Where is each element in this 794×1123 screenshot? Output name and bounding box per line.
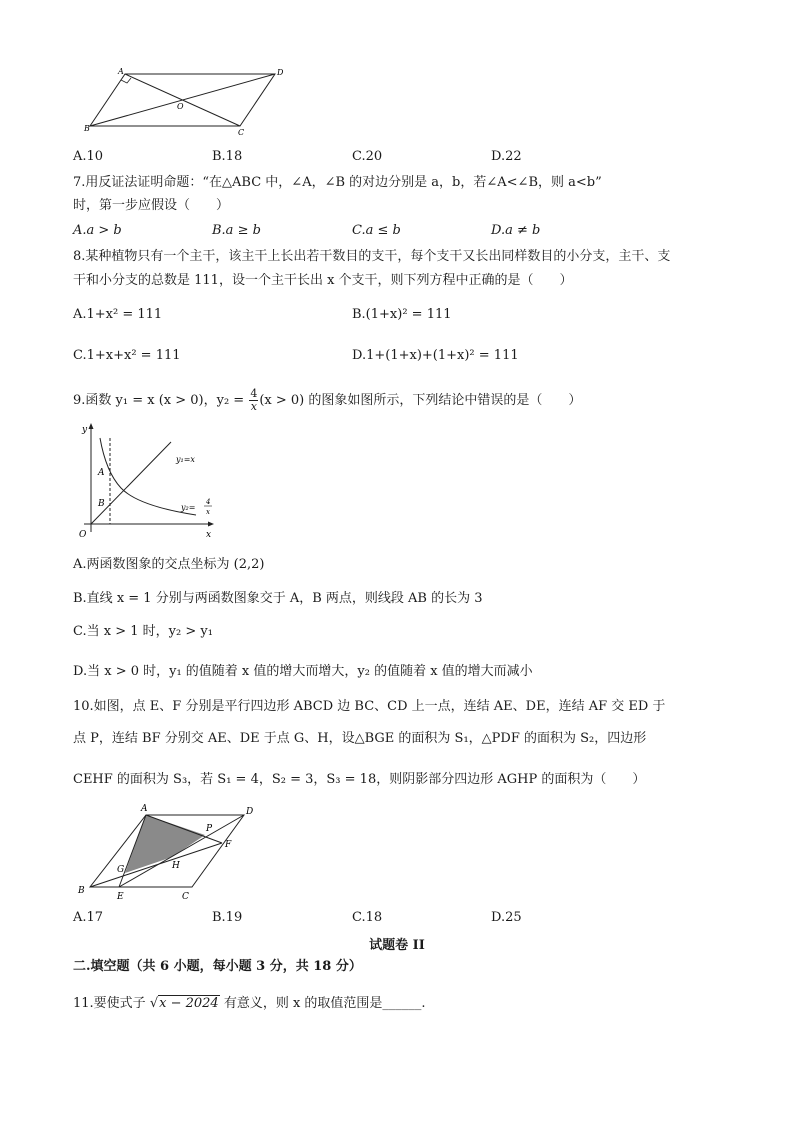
q7-option-a: A.a > b <box>73 223 122 238</box>
q10-option-a: A.17 <box>73 910 104 925</box>
q9-fraction <box>249 388 258 413</box>
q7-option-b: B.a ≥ b <box>212 223 261 238</box>
fig10-label-e: E <box>117 892 124 902</box>
label-c: C <box>238 128 245 137</box>
q8-option-b: B.(1+x)² = 111 <box>352 307 452 322</box>
label-d: D <box>277 68 284 77</box>
q9-option-b: B.直线 x = 1 分别与两函数图象交于 A，B 两点，则线段 AB 的长为 3 <box>73 591 483 606</box>
y-axis-arrow <box>89 423 94 429</box>
q7-stem-line2: 时，第一步应假设（ ） <box>73 198 230 213</box>
function-graph <box>76 420 221 542</box>
fig10-label-d: D <box>246 807 254 817</box>
fig10-label-h: H <box>172 861 180 871</box>
q7-option-d: D.a ≠ b <box>491 223 541 238</box>
q9-fraction-num: 4 <box>250 387 258 400</box>
q10-option-c: C.18 <box>352 910 383 925</box>
graph-label-y2-num: 4 <box>206 498 211 506</box>
right-angle-mark <box>121 78 131 83</box>
q10-stem-line3: CEHF 的面积为 S₃，若 S₁ = 4，S₂ = 3，S₃ = 18，则阴影部分四边形 AGHP 的面积为（ ） <box>73 772 646 787</box>
fig10-label-f: F <box>225 840 232 850</box>
diagonal-bd <box>90 74 275 126</box>
q9-stem-part1: 9.函数 y₁ = x (x > 0)，y₂ = <box>73 393 249 408</box>
q8-stem-line1: 8.某种植物只有一个主干，该主干上长出若干数目的支干，每个支干又长出同样数目的小分支，主干、支 <box>73 249 671 264</box>
section-title: 试题卷 II <box>369 938 425 953</box>
q8-option-c: C.1+x+x² = 111 <box>73 348 181 363</box>
q11-sqrt <box>150 995 220 1013</box>
q11-stem-part2: 有意义，则 x 的取值范围是______. <box>219 996 426 1011</box>
label-a: A <box>118 67 124 76</box>
line-y1 <box>91 442 171 524</box>
parallelogram-shaded-figure <box>74 800 264 905</box>
q6-option-a: A.10 <box>73 149 104 164</box>
label-b: B <box>84 124 90 133</box>
graph-label-y2: y₂= <box>181 503 196 512</box>
q7-option-c: C.a ≤ b <box>352 223 401 238</box>
fig10-label-c: C <box>182 892 189 902</box>
graph-label-y2-den: x <box>206 508 210 516</box>
q9-option-a: A.两函数图象的交点坐标为 (2,2) <box>73 557 265 572</box>
graph-label-b: B <box>98 499 105 509</box>
parallelogram-figure <box>80 64 290 140</box>
q11-stem-part1: 11.要使式子 <box>73 996 150 1011</box>
q6-option-d: D.22 <box>491 149 522 164</box>
q6-option-c: C.20 <box>352 149 383 164</box>
x-axis-arrow <box>208 522 214 527</box>
q6-option-b: B.18 <box>212 149 243 164</box>
sqrt-symbol: √ <box>149 996 159 1011</box>
q11-radicand: x − 2024 <box>159 996 219 1011</box>
graph-label-x: x <box>206 530 212 540</box>
graph-label-a: A <box>98 468 105 478</box>
q9-option-d: D.当 x > 0 时，y₁ 的值随着 x 值的增大而增大，y₂ 的值随着 x 值的增大而减小 <box>73 664 533 679</box>
q9-stem-part2: (x > 0) 的图象如图所示，下列结论中错误的是（ ） <box>259 393 582 408</box>
fig10-label-p: P <box>206 824 213 834</box>
q10-stem-line2: 点 P，连结 BF 分别交 AE、DE 于点 G、H，设△BGE 的面积为 S₁，△PDF 的面积为 S₂，四边形 <box>73 731 647 746</box>
graph-label-o: O <box>79 530 87 540</box>
q9-option-c: C.当 x > 1 时，y₂ > y₁ <box>73 624 213 639</box>
section-heading: 二.填空题（共 6 小题，每小题 3 分，共 18 分） <box>73 959 362 974</box>
q9-fraction-den: x <box>250 400 257 413</box>
q8-stem-line2: 干和小分支的总数是 111，设一个主干长出 x 个支干，则下列方程中正确的是（ ） <box>73 273 573 288</box>
q10-option-d: D.25 <box>491 910 522 925</box>
q11-stem <box>73 995 426 1013</box>
q8-option-a: A.1+x² = 111 <box>73 307 163 322</box>
graph-label-y1: y₁=x <box>176 455 195 464</box>
fig10-label-b: B <box>78 886 85 896</box>
q7-stem-line1: 7.用反证法证明命题：“在△ABC 中，∠A，∠B 的对边分别是 a，b，若∠A<∠B，则 a<b” <box>73 175 602 190</box>
label-o: O <box>177 102 184 111</box>
q10-option-b: B.19 <box>212 910 243 925</box>
fig10-label-a: A <box>141 804 148 814</box>
q9-stem <box>73 388 581 413</box>
graph-label-y: y <box>82 425 88 435</box>
fig10-label-g: G <box>117 865 125 875</box>
q8-option-d: D.1+(1+x)+(1+x)² = 111 <box>352 348 519 363</box>
q10-stem-line1: 10.如图，点 E、F 分别是平行四边形 ABCD 边 BC、CD 上一点，连结 AE、DE，连结 AF 交 ED 于 <box>73 699 666 714</box>
